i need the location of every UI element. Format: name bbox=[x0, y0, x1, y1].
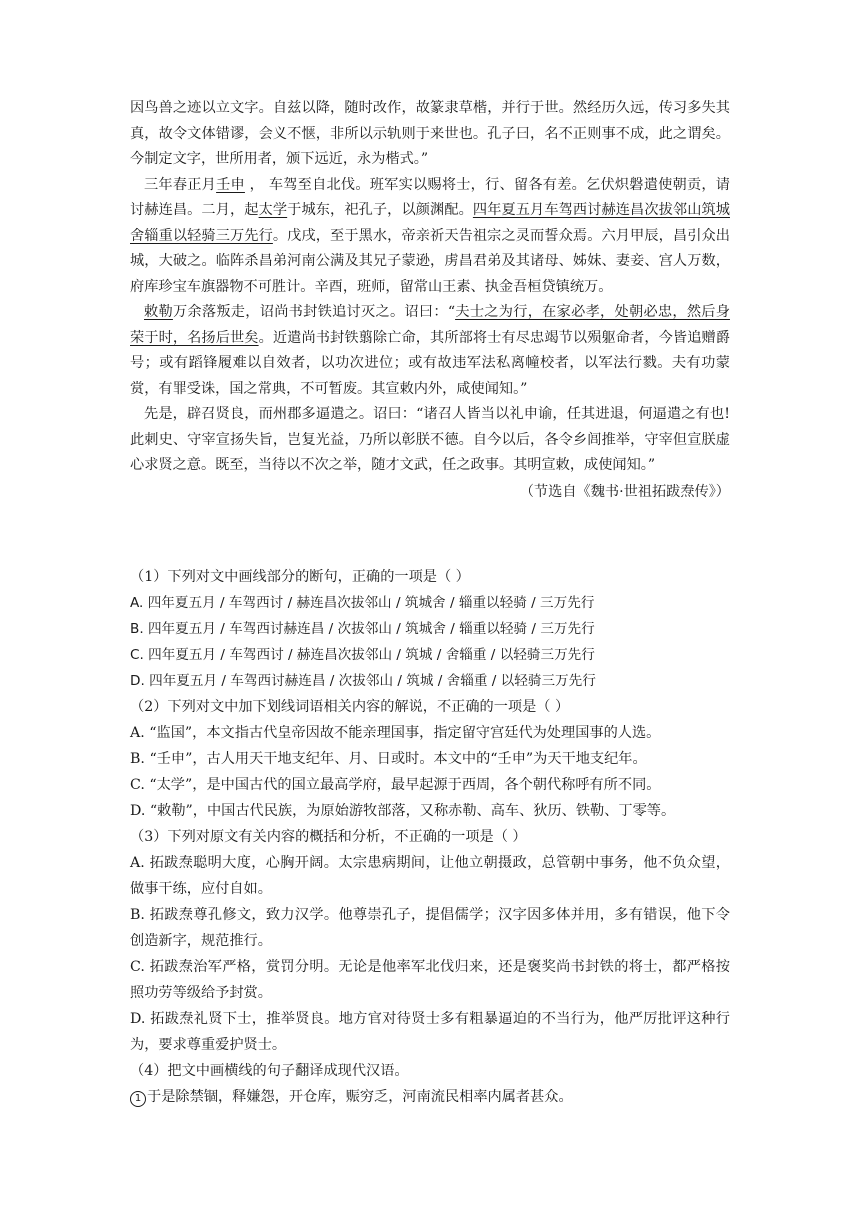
question-3-option-c: C. 拓跋焘治军严格，赏罚分明。无论是他率军北伐归来，还是褒奖尚书封铁的将士，都严格按照功劳等级给予封赏。 bbox=[130, 959, 730, 1001]
question-1-option-b: B. 四年夏五月 / 车驾西讨赫连昌 / 次拔邻山 / 筑城舍 / 辎重以轻骑 / 三万先行 bbox=[130, 621, 595, 637]
text-run: 三年春正月 bbox=[144, 176, 217, 193]
passage-paragraph-4: 先是，辟召贤良，而州郡多逼遣之。诏曰：“诸召人皆当以礼申谕，任其进退，何逼遣之有也!此刺史、守宰宣扬失旨，岂复光益，乃所以彰朕不德。自今以后，各令乡闾推举，守宰但宣朕虚心求贤之意。既至，当待以不次之举，随才文武，任之政事。其明宣敕，成使闻知。” bbox=[130, 406, 730, 473]
underlined-term-taixue: 太学 bbox=[258, 202, 288, 218]
question-4-item-1 bbox=[130, 1084, 730, 1110]
text-run: 。近遣尚书封铁翦除亡命，其所部将士有尽忠竭节以殒躯命者，今皆追赠爵号；或有蹈锋履难以自效者，以功次进位；或有故违军法私离幢校者，以军法行戮。夫有功蒙赏，有罪受诛，国之常典，不可暂废。其宣敕内外，咸使闻知。” bbox=[130, 329, 730, 397]
question-2-stem: （2）下列对文中加下划线词语相关内容的解说，不正确的一项是（ ） bbox=[130, 699, 570, 715]
text-run: ， 车驾至自北伐。班军实以赐将士，行、留各有差。乞伏炽磐遣使朝贡，请讨赫连昌。二月，起 bbox=[130, 176, 730, 218]
underlined-sentence-punctuation: 四年夏五月车驾西讨赫连昌次拔邻山筑城舍辎重以轻骑三万先行 bbox=[130, 202, 730, 244]
question-4-item-1-text: 于是除禁锢，释嫌怨，开仓库，赈穷乏，河南流民相率内属者甚众。 bbox=[147, 1089, 573, 1105]
passage-paragraph-2 bbox=[130, 173, 730, 301]
text-run: 于城东，祀孔子，以颜渊配。 bbox=[287, 202, 473, 218]
underlined-term-chile: 敕勒 bbox=[144, 304, 173, 320]
question-4-stem: （4）把文中画横线的句子翻译成现代汉语。 bbox=[130, 1063, 409, 1079]
questions bbox=[130, 564, 730, 1110]
text-run: 万余落叛走，诏尚书封铁追讨灭之。诏曰：“ bbox=[172, 304, 456, 320]
question-3-option-a: A. 拓跋焘聪明大度，心胸开阔。太宗患病期间，让他立朝摄政，总管朝中事务，他不负众望，做事干练，应付自如。 bbox=[130, 855, 730, 897]
passage-source: （节选自《魏书·世祖拓跋焘传》） bbox=[519, 483, 730, 500]
question-3-stem: （3）下列对原文有关内容的概括和分析，不正确的一项是（ ） bbox=[130, 829, 527, 845]
question-1-option-a: A. 四年夏五月 / 车驾西讨 / 赫连昌次拔邻山 / 筑城舍 / 辎重以轻骑 / 三万先行 bbox=[130, 595, 595, 611]
text-run: 。戊戌，至于黑水，帝亲祈天告祖宗之灵而誓众焉。六月甲辰，昌引众出城，大破之。临阵杀昌弟河南公满及其兄子蒙逊，虏昌君弟及其诸母、姊妹、妻妾、宫人万数，府库珍宝车旗器物不可胜计。辛酉，班师，留常山王素、执金吾桓贷镇统万。 bbox=[130, 227, 730, 295]
underlined-sentence-translation: 夫士之为行，在家必孝，处朝必忠，然后身荣于时，名扬后世矣 bbox=[130, 304, 730, 346]
passage-paragraph-3 bbox=[130, 300, 730, 402]
question-1-stem: （1）下列对文中画线部分的断句，正确的一项是（ ） bbox=[130, 569, 470, 585]
question-1-option-c: C. 四年夏五月 / 车驾西讨 / 赫连昌次拔邻山 / 筑城 / 舍辎重 / 以轻骑三万先行 bbox=[130, 647, 595, 663]
question-2-option-b: B. “壬申”，古人用天干地支纪年、月、日或时。本文中的“壬申”为天干地支纪年。 bbox=[130, 751, 647, 767]
question-2-option-d: D. “敕勒”，中国古代民族，为原始游牧部落，又称赤勒、高车、狄历、铁勒、丁零等。 bbox=[130, 803, 676, 819]
passage-paragraph-1: 因鸟兽之迹以立文字。自兹以降，随时改作，故篆隶草楷，并行于世。然经历久远，传习多失其真，故令文体错谬，会义不惬，非所以示轨则于来世也。孔子曰，名不正则事不成，此之谓矣。今制定文字，世所用者，颁下远近，永为楷式。” bbox=[130, 100, 730, 167]
question-2-option-a: A. “监国”，本文指古代皇帝因故不能亲理国事，指定留守宫廷代为处理国事的人选。 bbox=[130, 725, 661, 741]
question-1-option-d: D. 四年夏五月 / 车驾西讨赫连昌 / 次拔邻山 / 筑城 / 舍辎重 / 以轻骑三万先行 bbox=[130, 673, 596, 689]
question-2-option-c: C. “太学”，是中国古代的国立最高学府，最早起源于西周，各个朝代称呼有所不同。 bbox=[130, 777, 661, 793]
underlined-term-renshen: 壬申 bbox=[216, 176, 245, 193]
question-3-option-b: B. 拓跋焘尊孔修文，致力汉学。他尊崇孔子，提倡儒学；汉字因多体并用，多有错误，他下令创造新字，规范推行。 bbox=[130, 907, 730, 949]
question-3-option-d: D. 拓跋焘礼贤下士，推举贤良。地方官对待贤士多有粗暴逼迫的不当行为，他严厉批评这种行为，要求尊重爱护贤士。 bbox=[130, 1011, 730, 1053]
circled-number-marker: 1 bbox=[130, 1091, 146, 1107]
passage bbox=[130, 96, 730, 505]
